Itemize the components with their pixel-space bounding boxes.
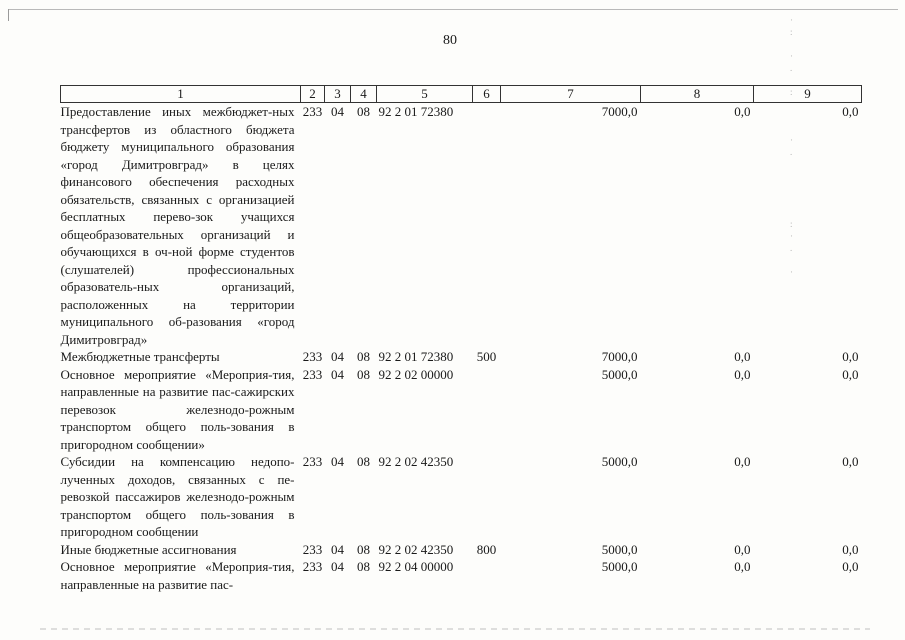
row-amount-2: 0,0 bbox=[734, 349, 751, 364]
header-col-8: 8 bbox=[641, 86, 754, 103]
row-amount-1: 5000,0 bbox=[601, 366, 638, 382]
row-name: Межбюджетные трансферты bbox=[60, 349, 220, 364]
row-amount-2: 0,0 bbox=[734, 454, 751, 469]
scan-speckle: · : · . : · . : · . · bbox=[790, 15, 793, 277]
row-amount-2: 0,0 bbox=[734, 366, 751, 382]
header-col-3: 3 bbox=[325, 86, 351, 103]
row-admin-code: 233 bbox=[302, 104, 323, 119]
row-amount-1: 5000,0 bbox=[601, 454, 638, 469]
header-col-9: 9 bbox=[754, 86, 862, 103]
row-admin-code: 233 bbox=[302, 454, 323, 469]
row-name: Основное мероприятие «Мероприя-тия, направленные на развитие пас-сажирских перевозок железнодо-рожным транспортом общего поль-зования в пригородном сообщении» bbox=[60, 366, 295, 452]
header-col-2: 2 bbox=[301, 86, 325, 103]
header-col-5: 5 bbox=[377, 86, 473, 103]
row-amount-1: 7000,0 bbox=[601, 104, 638, 119]
table-row bbox=[61, 453, 862, 541]
row-section: 04 bbox=[331, 366, 344, 382]
scan-bottom-edge bbox=[40, 628, 870, 630]
row-admin-code: 233 bbox=[302, 366, 323, 382]
page-number: 80 bbox=[443, 33, 457, 48]
table-row bbox=[61, 103, 862, 349]
header-col-1: 1 bbox=[61, 86, 301, 103]
header-col-7: 7 bbox=[501, 86, 641, 103]
row-target-code: 92 2 02 42350 bbox=[378, 454, 454, 469]
table-row bbox=[61, 366, 862, 454]
row-section: 04 bbox=[331, 349, 344, 364]
row-target-code: 92 2 02 00000 bbox=[378, 366, 454, 382]
header-row bbox=[61, 86, 862, 103]
row-subsection: 08 bbox=[357, 366, 370, 382]
row-subsection: 08 bbox=[357, 559, 370, 574]
row-name: Субсидии на компенсацию недопо-лученных доходов, связанных с пе-ревозкой пассажиров железнодо-рожным транспортом общего поль-зования в пригородном сообщении bbox=[60, 454, 295, 539]
row-amount-1: 5000,0 bbox=[601, 541, 638, 557]
row-amount-3: 0,0 bbox=[842, 454, 859, 469]
row-subsection: 08 bbox=[357, 349, 370, 364]
row-name: Предоставление иных межбюджет-ных трансфертов из областного бюджета бюджету муниципального образования «город Димитровград» в целях финансового обеспечения расходных обязательств, связанных с организацией бесплатных перево-зок учащихся общеобразовательных организаций и обучающихся в оч-ной форме студентов (слушателей) профессиональных образователь-ных организаций, расположенных на территории муниципального об-разования «город Димитровград» bbox=[60, 104, 295, 347]
row-admin-code: 233 bbox=[302, 349, 323, 364]
row-section: 04 bbox=[331, 104, 344, 119]
row-target-code: 92 2 02 42350 bbox=[378, 541, 454, 557]
row-section: 04 bbox=[331, 454, 344, 469]
row-name: Основное мероприятие «Мероприя-тия, направленные на развитие пас- bbox=[60, 559, 295, 592]
row-expense-type bbox=[473, 453, 501, 541]
row-amount-3: 0,0 bbox=[842, 349, 859, 364]
row-target-code: 92 2 01 72380 bbox=[378, 104, 454, 119]
page-frame-left bbox=[8, 9, 9, 21]
row-amount-3: 0,0 bbox=[842, 541, 859, 557]
row-subsection: 08 bbox=[357, 104, 370, 119]
row-admin-code: 233 bbox=[302, 541, 323, 557]
row-section: 04 bbox=[331, 541, 344, 557]
row-amount-2: 0,0 bbox=[734, 541, 751, 557]
row-target-code: 92 2 04 00000 bbox=[378, 559, 454, 574]
row-name: Иные бюджетные ассигнования bbox=[60, 541, 237, 557]
row-amount-3: 0,0 bbox=[842, 104, 859, 119]
row-admin-code: 233 bbox=[302, 559, 323, 574]
row-subsection: 08 bbox=[357, 541, 370, 557]
row-subsection: 08 bbox=[357, 454, 370, 469]
row-amount-3: 0,0 bbox=[842, 559, 859, 574]
page-frame-top bbox=[8, 9, 898, 10]
table-row bbox=[61, 558, 862, 593]
header-col-4: 4 bbox=[351, 86, 377, 103]
header-col-6: 6 bbox=[473, 86, 501, 103]
row-section: 04 bbox=[331, 559, 344, 574]
row-target-code: 92 2 01 72380 bbox=[378, 349, 454, 364]
row-expense-type: 500 bbox=[476, 349, 497, 364]
row-amount-3: 0,0 bbox=[842, 366, 859, 382]
budget-table bbox=[60, 85, 862, 593]
row-expense-type bbox=[473, 366, 501, 454]
row-amount-1: 5000,0 bbox=[601, 559, 638, 574]
row-amount-2: 0,0 bbox=[734, 104, 751, 119]
row-amount-1: 7000,0 bbox=[601, 349, 638, 364]
table-row bbox=[61, 348, 862, 366]
table-row bbox=[61, 541, 862, 559]
row-expense-type bbox=[473, 103, 501, 349]
row-amount-2: 0,0 bbox=[734, 559, 751, 574]
row-expense-type bbox=[473, 558, 501, 593]
row-expense-type: 800 bbox=[476, 541, 497, 557]
